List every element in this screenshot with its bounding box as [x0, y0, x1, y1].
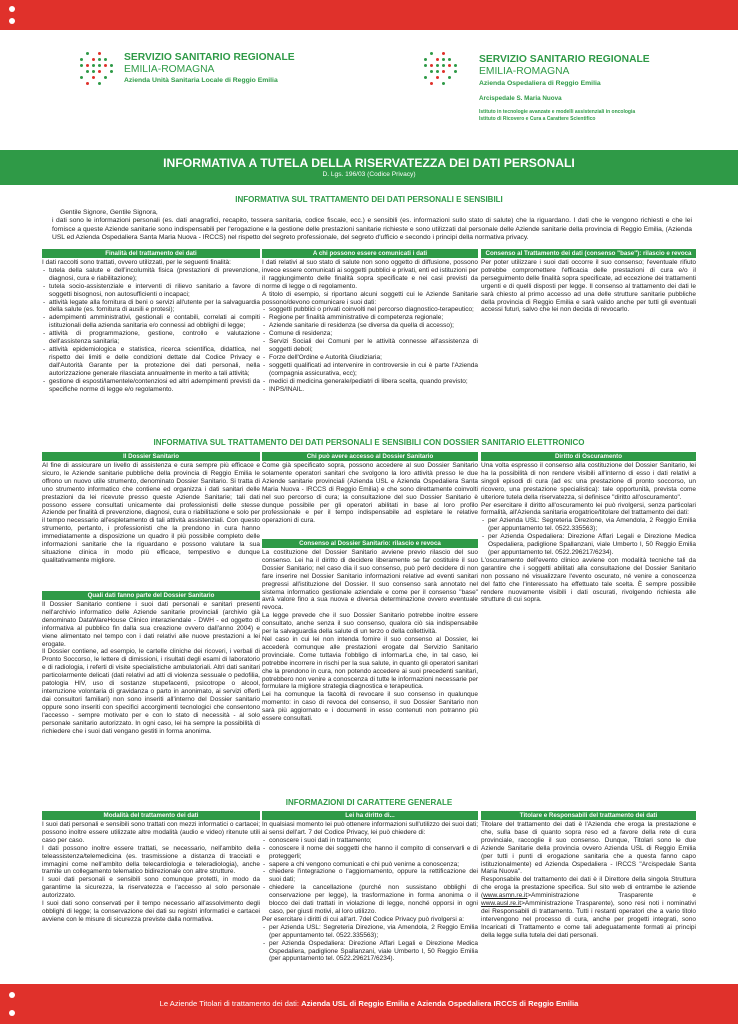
logo-dot [92, 58, 95, 61]
list-item: - soggetti pubblici o privati coinvolti nel percorso diagnostico-terapeutico; [262, 306, 478, 314]
header-quali-dati: Quali dati fanno parte del Dossier Sanitario [42, 591, 260, 600]
logo-dot [86, 82, 89, 85]
diritti-list [262, 837, 478, 916]
logo-dot [424, 64, 427, 67]
quali-dati-text-2: Il Dossier contiene, ad esempio, le cartelle cliniche dei ricoveri, i verbali di Pronto Soccorso, le lettere di dimissioni, i risultati degli esami di laboratorio e di radiologia, i referti di visite specialistiche ambulatoriali. Altri dati sanitari particolarmente delicati (dati relativi ad atti di violenza sessuale o pedofilia, patologia HIV, uso di sostanze stupefacenti, psicotrope o alcool, interruzione volontaria di gravidanza o parto in anonimato, ai servizi offerti dai consultori familiari) non sono inseriti all'interno del Dossier sanitario oppure sono inseriti con specifici accorgimenti tecnologici che consentono l'accesso - sempre motivato per e con lo stato di necessità - al solo personale sanitario autorizzato. In ogni caso, lei ha sempre la possibilità di richiedere che i suoi dati vengano gestiti in forma anonima. [42, 648, 260, 735]
header-consenso-base: Consenso al Trattamento dei dati (consenso "base"): rilascio e revoca [481, 249, 696, 258]
logo-dot [98, 64, 101, 67]
logo-dot [436, 76, 439, 79]
logo-dot [86, 70, 89, 73]
white-dot-icon [9, 6, 15, 12]
consenso-dossier-text-2: La legge prevede che il suo Dossier Sanitario potrebbe inoltre essere consultato, anche senza il suo consenso, qualora ciò sia indispensabile per la salvaguardia della salute di un terzo o della collettività. [262, 612, 478, 636]
title-band [0, 150, 738, 185]
comunicazione-p2: A titolo di esempio, si riportano alcuni soggetti cui le Aziende Sanitarie possono/devono comunicare i suoi dati: [262, 290, 478, 306]
header-oscuramento: Diritto di Oscuramento [481, 452, 696, 461]
list-item: - per Azienda USL: Segreteria Direzione, via Amendola, 2 Reggio Emilia (per appuntamento tel. 0522.335563); [481, 517, 696, 533]
logo-dot [424, 76, 427, 79]
logo-dot [442, 52, 445, 55]
list-item: - chiedere la cancellazione (purché non sussistano obblighi di conservazione per legge), la trasformazione in forma anonima o il blocco dei dati trattati in violazione di legge, nonché opporsi in ogni caso, per giusti motivi, al loro utilizzo. [262, 884, 478, 916]
header-consenso-dossier: Consenso al Dossier Sanitario: rilascio e revoca [262, 539, 478, 548]
oscuramento-text-3: L'oscuramento dell'evento clinico avviene con modalità tecniche tali da garantire che i soggetti abilitati alla consultazione del Dossier Sanitario non possano né visualizzare l'evento oscurato, né venire a conoscenza del fatto che l'interessato ha effettuato tale scelta. È sempre possibile rendere nuovamente visibili i dati oscurati, rivolgendo richiesta alle strutture di cui sopra. [481, 556, 696, 604]
logo-dot [98, 70, 101, 73]
consenso-dossier-text: La costituzione del Dossier Sanitario avviene previo rilascio del suo consenso. Lei ha il diritto di decidere liberamente se far costituire il suo Dossier Sanitario; nel caso dia il suo consenso, può però decidere di non fare inserire nel Dossier Sanitario informazioni relative ad eventi sanitari pregressi all'istituzione del Dossier. Il suo consenso sarà annotato nel sistema informatico gestionale aziendale e come per il consenso "base" avrà valore fino a sua nuova e diversa determinazione ovvero eventuale revoca. [262, 549, 478, 612]
list-item: - tutela della salute e dell'incolumità fisica (prestazioni di prevenzione, diagnosi, cura e riabilitazione); [42, 267, 260, 283]
logo-dot [104, 64, 107, 67]
logo-dot [430, 52, 433, 55]
diritti-contacts [262, 924, 478, 964]
header-comunicazione: A chi possono essere comunicati i dati [262, 249, 478, 258]
column-comunicazione [262, 259, 478, 439]
white-dot-icon [9, 1010, 15, 1016]
page-title: INFORMATIVA A TUTELA DELLA RISERVATEZZA DEI DATI PERSONALI [163, 156, 575, 170]
column-quali-dati [42, 601, 260, 791]
quali-dati-text: Il Dossier Sanitario contiene i suoi dati personali e sanitari presenti nell'archivio informatico delle Aziende sanitarie provinciali (archivio già denominato DataWareHouse Clinico interaziendale - DWH - ed oggetto di informativa al pubblico fin dalla sua creazione ovvero dall'anno 2004) e viene alimentato nel tempo con i dati relativi alle nuove prestazioni a lei erogate. [42, 601, 260, 648]
list-item: - gestione di esposti/lamentele/contenziosi ed altri adempimenti previsti da specifiche norme di legge e/o regolamento. [42, 378, 260, 394]
logo-dot [442, 70, 445, 73]
column-titolare [481, 821, 696, 981]
logo-dot [104, 58, 107, 61]
logo-line-5: Istituto in tecnologie avanzate e modelli assistenziali in oncologia [479, 109, 636, 115]
logo-dot [442, 58, 445, 61]
logo-dot [454, 64, 457, 67]
logo-dot [436, 64, 439, 67]
logo-dot [98, 82, 101, 85]
titolare-text-d: >Amministrazione Trasparente), sono resi noti i nominativi dei Responsabili di trattamento. Tutti i restanti operatori che a vario titolo intervengono nel processo di cura, anche per progetti integrati, sono Incaricati di Trattamento e come tali adeguatamente formati ai principi della legge sulla tutela dei dati personali. [481, 900, 696, 939]
list-item: - Servizi Sociali dei Comuni per le attività connesse all'assistenza di soggetti deboli; [262, 338, 478, 354]
intro-greeting: Gentile Signore, Gentile Signora, [60, 209, 158, 216]
list-item: - Regione per finalità amministrative di competenza regionale; [262, 314, 478, 322]
column-consenso-base [481, 259, 696, 339]
logo-line-2: EMILIA-ROMAGNA [479, 66, 570, 77]
list-item: - per Azienda Ospedaliera: Direzione Affari Legali e Direzione Medica Ospedaliera, padiglione Spallanzani, viale Umberto I, 50 Reggio Emilia (per appuntamento tel. 0522.296217/6234). [481, 533, 696, 557]
logo-line-3: Azienda Ospedaliera di Reggio Emilia [479, 80, 601, 87]
footer-band [0, 984, 738, 1024]
logo-dot [430, 64, 433, 67]
logo-dot [436, 58, 439, 61]
logo-dot [86, 52, 89, 55]
column-oscuramento [481, 462, 696, 712]
logo-dot [436, 70, 439, 73]
accesso-dossier-text: Come già specificato sopra, possono accedere al suo Dossier Sanitario solamente operatori sanitari che svolgono la loro attività presso le due Aziende sanitarie provinciali (Azienda USL e Azienda Ospedaliera Santa Maria Nuova - IRCCS di Reggio Emilia) e che sono direttamente coinvolti nel suo percorso di cura; la consultazione del suo Dossier Sanitario è dunque possibile per gli operatori abilitati in base al loro profilo professionale e per il tempo indispensabile ad espletare le relative operazioni di cura. [262, 462, 478, 525]
logo-line-3: Azienda Unità Sanitaria Locale di Reggio Emilia [124, 77, 278, 84]
logo-line-1: SERVIZIO SANITARIO REGIONALE [479, 54, 650, 65]
list-item: - conoscere i suoi dati in trattamento; [262, 837, 478, 845]
logo-dot [86, 64, 89, 67]
header-modalita: Modalità del trattamento dei dati [42, 811, 260, 820]
page-subtitle: D. Lgs. 196/03 (Codice Privacy) [322, 171, 416, 178]
modalita-text-4: I suoi dati sono conservati per il tempo necessario all'assolvimento degli obblighi di legge; la conservazione dei dati su registri informatici e cartacei avviene con le misure di sicurezza previste dalla normativa. [42, 900, 260, 923]
column-dossier [42, 462, 260, 589]
list-item: - sapere a chi vengono comunicati e chi può venirne a conoscenza; [262, 861, 478, 869]
intro-paragraph: i dati sono le informazioni personali (es. dati anagrafici, recapito, tessera sanitaria, codice fiscale, ecc.) e sensibili (es. informazioni sullo stato di salute) che la riguardano. I dati che le vengono richiesti e che lei fornisce a queste Aziende sanitarie sono indispensabili per l'erogazione e la gestione delle prestazioni sanitarie richieste e sono utilizzati dal personale delle Aziende sanitarie della provincia di Reggio Emilia, (Azienda USL ed Azienda Ospedaliera Santa Maria Nuova - IRCCS) nel rispetto del segreto professionale, del segreto d'ufficio e secondo i principi della normativa privacy. [52, 217, 692, 241]
finalita-intro: I dati raccolti sono trattati, ovvero utilizzati, per le seguenti finalità: [42, 259, 231, 266]
header-titolare: Titolare e Responsabili del trattamento dei dati [481, 811, 696, 820]
list-item: - soggetti qualificati ad intervenire in controversie in cui è parte l'Azienda (compagnia assicurativa, ecc); [262, 362, 478, 378]
list-item: - Forze dell'Ordine e Autorità Giudiziaria; [262, 354, 478, 362]
logo-dot [442, 64, 445, 67]
consenso-base-text: Per poter utilizzare i suoi dati occorre il suo consenso; l'eventuale rifiuto potrebbe compromettere l'efficacia delle prestazioni di cura e/o il perseguimento delle finalità sopra specificate, ad eccezione dei trattamenti urgenti e di quelli disposti per legge. Il consenso al trattamento dei dati le sarà chiesto al primo accesso ad una delle strutture sanitarie pubbliche della provincia di Reggio Emilia e sarà valido anche per tutti gli eventuali accessi futuri, salvo che lei non decida di revocarlo. [481, 259, 696, 314]
logo-dot [104, 76, 107, 79]
section-title-1: INFORMATIVA SUL TRATTAMENTO DEI DATI PERSONALI E SENSIBILI [235, 195, 503, 204]
white-dot-icon [9, 18, 15, 24]
logo-dot [80, 58, 83, 61]
column-consenso-dossier [262, 549, 478, 781]
list-item: - per Azienda Ospedaliera: Direzione Affari Legali e Direzione Medica Ospedaliera, padiglione Spallanzani, viale Umberto I, 50 Reggio Emilia (per appuntamento tel. 0522.296217/6234). [262, 940, 478, 964]
logo-line-2: EMILIA-ROMAGNA [124, 64, 215, 75]
modalita-text: I suoi dati personali e sensibili sono trattati con mezzi informatici o cartacei; possono inoltre essere utilizzate altre modalità (audio e video) ritenute utili caso per caso. [42, 821, 260, 844]
top-red-band [0, 0, 738, 30]
list-item: - tutela socio-assistenziale e interventi di rilievo sanitario a favore di soggetti bisognosi, non autosufficienti o incapaci; [42, 283, 260, 299]
comunicazione-p1: I dati relativi al suo stato di salute non sono oggetto di diffusione, possono invece essere comunicati ai soggetti pubblici e privati, enti ed istituzioni per il raggiungimento delle finalità sopra specificate e nei casi previsti da norme di legge o di regolamento. [262, 259, 478, 290]
logo-dot [448, 76, 451, 79]
titolare-text: Titolare del trattamento dei dati è l'Azienda che eroga la prestazione e che, sulla base di quanto sopra reso ed a favore della rete di cura provinciale, raccoglie il suo consenso. Dunque, Titolari sono le due Aziende Sanitarie della provincia ovvero Azienda USL di Reggio Emilia (per tutti i punti di erogazione sanitaria che a questa fanno capo istituzionalmente) ed Azienda Ospedaliera - IRCCS "Arcispedale Santa Maria Nuova". [481, 821, 696, 876]
column-diritti [262, 821, 478, 981]
list-item: - attività legate alla fornitura di beni o servizi all'utente per la salvaguardia della salute (es. fornitura di ausili e protesi); [42, 299, 260, 315]
intro-text [52, 209, 692, 242]
list-item: - conoscere il nome dei soggetti che hanno il compito di conservarli e di proteggerli; [262, 845, 478, 861]
logo-asmn [424, 42, 684, 138]
header-accesso-dossier: Chi può avere accesso al Dossier Sanitario [262, 452, 478, 461]
header-dossier: Il Dossier Sanitario [42, 452, 260, 461]
finalita-list [42, 267, 260, 394]
oscuramento-text-2: Per esercitare il diritto all'oscuramento lei può rivolgersi, senza particolari formalità, all'Azienda sanitaria erogatrice/titolare del trattamento dei dati: [481, 501, 696, 517]
logo-dot [448, 64, 451, 67]
logo-dot [442, 82, 445, 85]
logo-line-1: SERVIZIO SANITARIO REGIONALE [124, 52, 295, 63]
column-finalita [42, 259, 260, 439]
list-item: - per Azienda USL: Segreteria Direzione, via Amendola, 2 Reggio Emilia (per appuntamento tel. 0522.335563); [262, 924, 478, 940]
consenso-dossier-text-4: Lei ha comunque la facoltà di revocare il suo consenso in qualunque momento: in caso di revoca del consenso, il suo Dossier Sanitario non sarà più aggiornato e i documenti in esso contenuti non potranno più essere consultati. [262, 691, 478, 723]
titolare-text-b: Responsabile del trattamento dei dati è il Direttore della singola Struttura che eroga la prestazione specifica. Sul sito web di entrambe le aziende ( [481, 876, 696, 900]
list-item: - Comune di residenza; [262, 330, 478, 338]
titolare-text-c: >Amministrazione Trasparente e [527, 892, 696, 900]
logo-dot [448, 58, 451, 61]
logo-dot [454, 70, 457, 73]
modalita-text-2: I dati possono inoltre essere trattati, se necessario, nell'ambito della teleassistenza/telemedicina (es. trasmissione a distanza di tracciati e immagini come nell'ambito della telecardiologia e teleradiologia), anche tramite un collegamento telematico bidirezionale con altre strutture. [42, 844, 260, 876]
header-finalita: Finalità del trattamento dei dati [42, 249, 260, 258]
logo-dot [80, 64, 83, 67]
comunicazione-list [262, 306, 478, 393]
logo-dot [424, 58, 427, 61]
list-item: - attività di programmazione, gestione, controllo e valutazione dell'assistenza sanitaria; [42, 330, 260, 346]
logo-dot [92, 76, 95, 79]
oscuramento-text: Una volta espresso il consenso alla costituzione del Dossier Sanitario, lei ha la possibilità di non rendere visibili all'interno di esso i dati relativi a singoli episodi di cura (ad es: una prestazione di pronto soccorso, un ricovero, una prestazione specialistica): tale opportunità, prevista come ulteriore tutela della riservatezza, si definisce "diritto all'oscuramento". [481, 462, 696, 501]
oscuramento-list [481, 517, 696, 557]
list-item: - medici di medicina generale/pediatri di libera scelta, quando previsto; [262, 378, 478, 386]
column-accesso-dossier [262, 462, 478, 538]
logo-dot [80, 76, 83, 79]
list-item: - INPS/INAIL. [262, 386, 478, 394]
section-title-3: INFORMAZIONI DI CARATTERE GENERALE [285, 798, 453, 807]
list-item: - chiedere l'integrazione o l'aggiornamento, oppure la rettificazione dei suoi dati; [262, 868, 478, 884]
logo-dot [430, 70, 433, 73]
dossier-text: Al fine di assicurare un livello di assistenza e cura sempre più efficace e sicuro, le Aziende sanitarie pubbliche della provincia di Reggio Emilia le offrono un nuovo utile strumento, denominato Dossier Sanitario. Si tratta di uno strumento informatico che contiene ed organizza i dati sanitari delle prestazioni da lei ricevute presso queste Aziende Sanitarie; tali dati possono essere consultati unicamente dai professionisti delle stesse Aziende per finalità di prevenzione, diagnosi, cura o riabilitazione e solo per il tempo necessario all'espletamento di tali attività assistenziali. Con questo strumento, pertanto, i professionisti che la prendono in cura hanno immediatamente a disposizione un quadro il più possibile completo delle informazioni sanitarie che la riguardano e possono valutare la sua situazione clinica in modo più efficace, tempestivo e dunque qualitativamente migliore. [42, 462, 260, 564]
list-item: - Aziende sanitarie di residenza (se diversa da quella di accesso); [262, 322, 478, 330]
titolare-text-2 [481, 876, 696, 939]
link-ausl[interactable]: www.ausl.re.it [481, 900, 522, 908]
logo-dot [98, 58, 101, 61]
logo-dot [110, 64, 113, 67]
list-item: - adempimenti amministrativi, gestionali e contabili, correlati ai compiti istituzionali della azienda sanitaria e/o connessi ad obblighi di legge; [42, 314, 260, 330]
consenso-dossier-text-3: Nel caso in cui lei non intenda fornire il suo consenso al Dossier, lei accederà comunque alle prestazioni erogate dal Servizio Sanitario provinciale. Come tuttavia l'obbligo di informarLa che, in tal caso, lei potrebbe incorrere in rischi per la sua salute, in quanto gli operatori sanitari che la prendono in cura, non potendo accedere ai suoi precedenti sanitari, potrebbero non venire a conoscenza di tutte le informazioni necessarie per formulare la migliore strategia diagnostica e terapeutica. [262, 635, 478, 691]
logo-dot [98, 52, 101, 55]
link-asmn[interactable]: www.asmn.re.it [483, 892, 528, 900]
logo-line-4: Arcispedale S. Maria Nuova [479, 95, 562, 102]
diritti-text: In qualsiasi momento lei può ottenere informazioni sull'utilizzo dei suoi dati; ai sensi dell'art. 7 del Codice Privacy, lei può chiedere di: [262, 821, 478, 836]
footer-prefix: Le Aziende Titolari di trattamento dei dati: [159, 999, 302, 1008]
footer-bold: Azienda USL di Reggio Emilia e Azienda Ospedaliera IRCCS di Reggio Emilia [301, 999, 579, 1008]
logo-line-6: Istituto di Ricovero e Cura a Carattere Scientifico [479, 116, 596, 122]
logo-dot [92, 64, 95, 67]
modalita-text-3: I suoi dati personali e sensibili sono comunque protetti, in modo da garantirne la sicurezza, la riservatezza e l'accesso al solo personale autorizzato. [42, 876, 260, 900]
logo-dot [110, 70, 113, 73]
list-item: - attività epidemiologica e statistica, ricerca scientifica, didattica, nel rispetto dei limiti e delle condizioni dettate dal Codice Privacy e dall'Autorità Garante per la protezione dei dati personali, nella autorizzazione generale rilasciata annualmente in merito a tali attività; [42, 346, 260, 378]
header-diritti: Lei ha diritto di... [262, 811, 478, 820]
section-title-2: INFORMATIVA SUL TRATTAMENTO DEI DATI PERSONALI E SENSIBILI CON DOSSIER SANITARIO ELETTRONICO [153, 438, 585, 447]
white-dot-icon [9, 992, 15, 998]
logo-dot [92, 70, 95, 73]
logo-ausl [80, 42, 320, 92]
diritti-text-2: Per esercitare i diritti di cui all'art. 7del Codice Privacy può rivolgersi a: [262, 915, 465, 923]
logo-dot [430, 82, 433, 85]
column-modalita [42, 821, 260, 981]
